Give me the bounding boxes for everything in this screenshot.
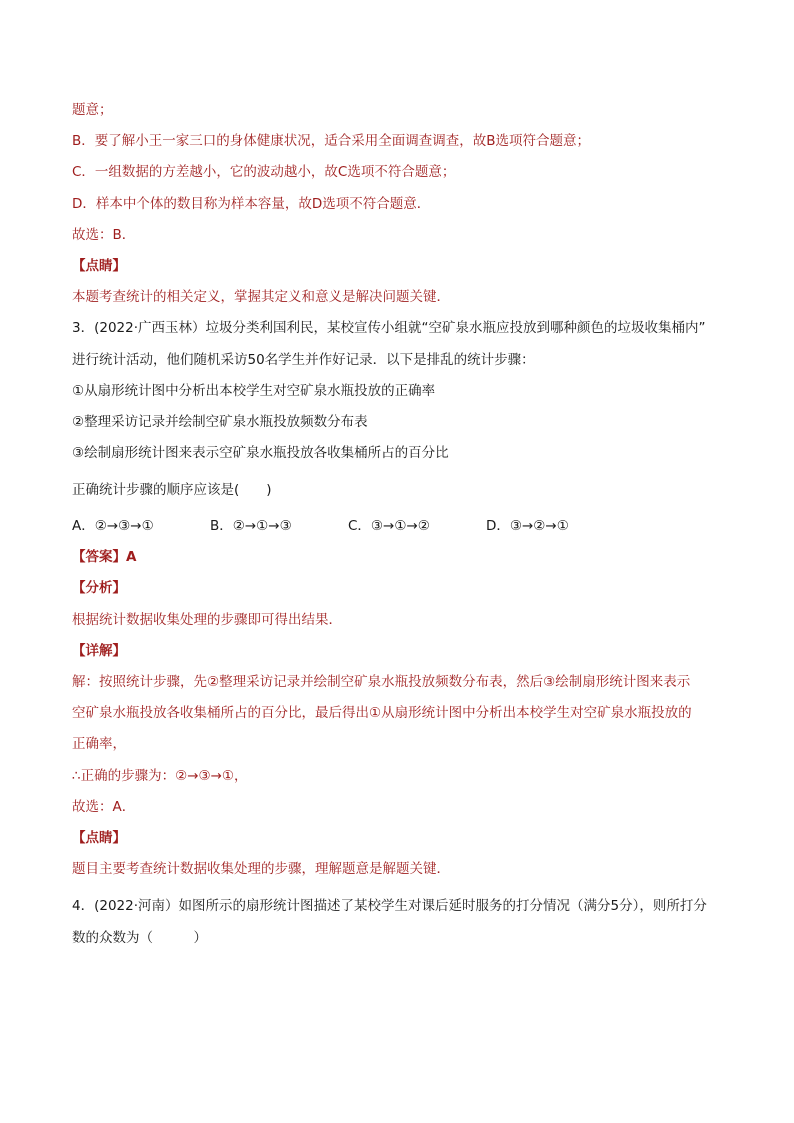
section-heading-dianjing: 【点睛】 [72,258,126,274]
question-3-stem-cont: 进行统计活动，他们随机采访50名学生并作好记录．以下是排乱的统计步骤： [72,352,535,368]
comment-text: 本题考查统计的相关定义，掌握其定义和意义是解决问题关键． [72,289,450,305]
detail-text-line-1: 解：按照统计步骤，先②整理采访记录并绘制空矿泉水瓶投放频数分布表，然后③绘制扇形统计图来表示 [72,674,691,690]
option-c: C．③→①→② [348,518,430,534]
section-heading-dianjing: 【点睛】 [72,830,126,846]
section-heading-answer: 【答案】A [72,549,137,565]
answer-choice-line: 故选：A． [72,799,136,815]
step-3-item: ③绘制扇形统计图来表示空矿泉水瓶投放各收集桶所占的百分比 [72,445,449,461]
answer-choice-line: 故选：B． [72,227,136,243]
solution-option-b-explanation: B．要了解小王一家三口的身体健康状况，适合采用全面调查调查，故B选项符合题意； [72,133,591,149]
detail-text-line-3: 正确率， [72,736,126,752]
step-1-item: ①从扇形统计图中分析出本校学生对空矿泉水瓶投放的正确率 [72,383,436,399]
solution-option-c-explanation: C．一组数据的方差越小，它的波动越小，故C选项不符合题意； [72,164,456,180]
detail-text-line-2: 空矿泉水瓶投放各收集桶所占的百分比，最后得出①从扇形统计图中分析出本校学生对空矿泉水瓶投放的 [72,705,692,721]
analysis-text: 根据统计数据收集处理的步骤即可得出结果． [72,612,342,628]
conclusion-line: ∴正确的步骤为：②→③→①， [72,768,248,784]
question-3-options [72,516,569,536]
option-b: B．②→①→③ [210,518,292,534]
question-3-stem: 3．(2022·广西玉林）垃圾分类利国利民，某校宣传小组就“空矿泉水瓶应投放到哪种颜色的垃圾收集桶内” [72,320,706,336]
option-a: A．②→③→① [72,518,154,534]
section-heading-analysis: 【分析】 [72,580,126,596]
question-3-prompt: 正确统计步骤的顺序应该是( ) [72,482,272,498]
question-4-stem: 4．(2022·河南）如图所示的扇形统计图描述了某校学生对课后延时服务的打分情况（满分5分），则所打分 [72,898,707,914]
solution-text-line: 题意； [72,102,113,118]
section-heading-detail: 【详解】 [72,643,126,659]
option-d: D．③→②→① [486,518,569,534]
solution-option-d-explanation: D．样本中个体的数目称为样本容量，故D选项不符合题意． [72,196,431,212]
step-2-item: ②整理采访记录并绘制空矿泉水瓶投放频数分布表 [72,414,368,430]
question-4-stem-cont: 数的众数为（ ） [72,930,207,946]
comment-text: 题目主要考查统计数据收集处理的步骤，理解题意是解题关键． [72,861,450,877]
